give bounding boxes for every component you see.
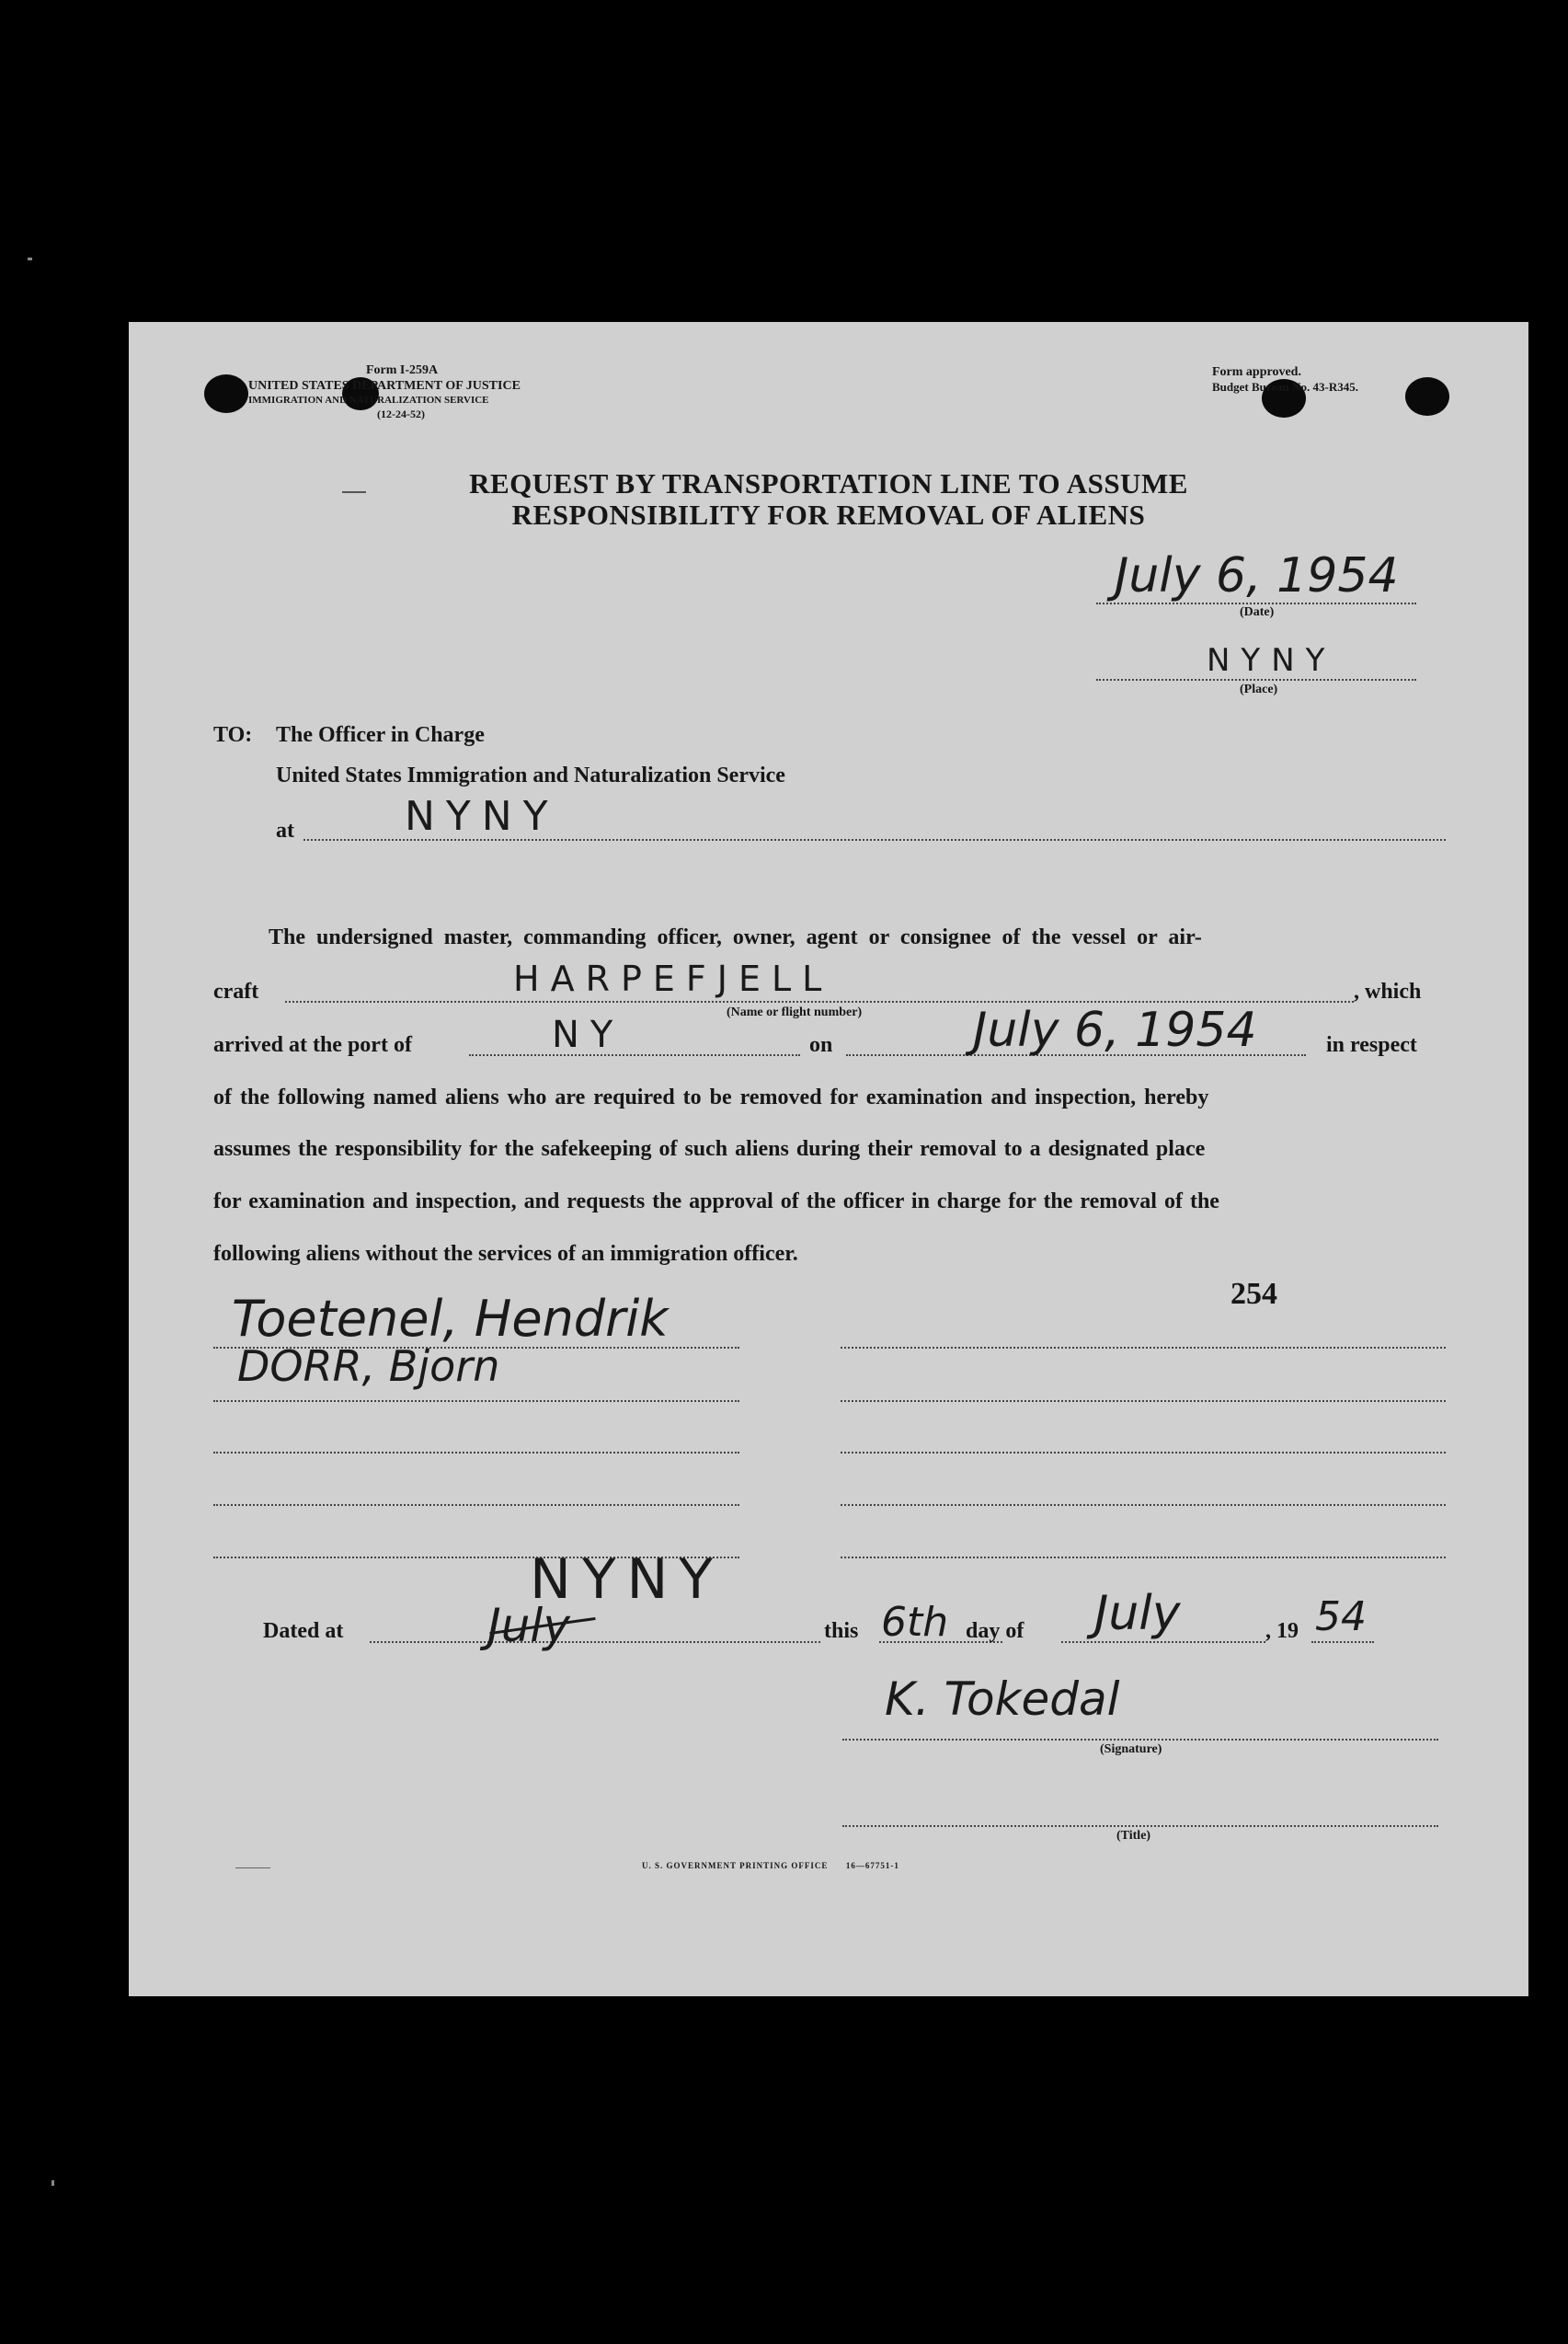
to-label: TO: xyxy=(213,723,253,747)
day-of-label: day of xyxy=(966,1619,1024,1643)
place-handwritten: NYNY xyxy=(1207,642,1336,679)
which-label: , which xyxy=(1354,980,1422,1004)
ins-line: United States Immigration and Naturalization Service xyxy=(276,764,785,787)
title-line xyxy=(842,1825,1438,1827)
arrived-label: arrived at the port of xyxy=(213,1033,412,1057)
in-respect-label: in respect xyxy=(1326,1033,1417,1057)
approval-line-2: Budget Bureau No. 43-R345. xyxy=(1212,380,1359,394)
this-label: this xyxy=(824,1619,859,1643)
officer-in-charge: The Officer in Charge xyxy=(276,723,485,747)
form-date: (12-24-52) xyxy=(377,408,425,420)
month-line xyxy=(1061,1641,1265,1643)
signature-line xyxy=(842,1739,1438,1741)
craft-handwritten: HARPEFJELL xyxy=(513,959,833,999)
date-caption: (Date) xyxy=(1240,605,1275,619)
department-line-2: IMMIGRATION AND NATURALIZATION SERVICE xyxy=(248,395,489,406)
year-handwritten: 54 xyxy=(1315,1593,1367,1640)
approval-line-1: Form approved. xyxy=(1212,365,1301,379)
arrival-date-handwritten: July 6, 1954 xyxy=(973,1003,1257,1058)
punch-hole-right-2 xyxy=(1405,377,1449,416)
signature-handwritten: K. Tokedal xyxy=(885,1672,1120,1726)
alien-name-2: DORR, Bjorn xyxy=(237,1341,500,1391)
title-dash xyxy=(342,491,366,493)
day-handwritten: 6th xyxy=(881,1599,949,1646)
month-handwritten: July xyxy=(1094,1586,1181,1641)
place-caption: (Place) xyxy=(1240,683,1278,696)
form-number: Form I-259A xyxy=(366,363,439,377)
statement-line-5: assumes the responsibility for the safekeeping of such aliens during their removal to a designated place xyxy=(213,1137,1206,1161)
signature-caption: (Signature) xyxy=(1100,1742,1162,1756)
dated-struck-month: July xyxy=(487,1599,570,1652)
place-line xyxy=(1096,679,1416,681)
background-speck xyxy=(52,2180,54,2186)
year-prefix: , 19 xyxy=(1265,1619,1299,1643)
alien-line-right-4 xyxy=(841,1504,1446,1506)
alien-line-left-1 xyxy=(213,1347,739,1349)
statement-line-4: of the following named aliens who are required to be removed for examination and inspection, hereby xyxy=(213,1086,1209,1109)
on-label: on xyxy=(809,1033,833,1057)
craft-label: craft xyxy=(213,980,259,1004)
printer-line: U. S. GOVERNMENT PRINTING OFFICE 16—67751-1 xyxy=(642,1861,899,1870)
alien-line-right-1 xyxy=(841,1347,1446,1349)
craft-caption: (Name or flight number) xyxy=(727,1005,863,1019)
at-handwritten: NYNY xyxy=(405,793,559,840)
statement-line-6: for examination and inspection, and requests the approval of the officer in charge for the removal of the xyxy=(213,1189,1219,1213)
statement-line-7: following aliens without the services of an immigration officer. xyxy=(213,1242,798,1266)
alien-line-left-4 xyxy=(213,1504,739,1506)
date-line xyxy=(1096,603,1416,604)
form-paper xyxy=(129,322,1528,1996)
alien-line-right-2 xyxy=(841,1400,1446,1402)
year-line xyxy=(1311,1641,1374,1643)
alien-line-left-3 xyxy=(213,1452,739,1454)
port-handwritten: NY xyxy=(552,1014,624,1056)
port-line xyxy=(469,1054,800,1056)
punch-hole-left xyxy=(204,374,248,413)
background-speck xyxy=(28,258,32,260)
form-title-line-2: RESPONSIBILITY FOR REMOVAL OF ALIENS xyxy=(511,499,1146,531)
at-label: at xyxy=(276,819,294,843)
dated-at-label: Dated at xyxy=(263,1619,344,1643)
footer-dash xyxy=(235,1867,270,1868)
statement-line-1: The undersigned master, commanding officer, owner, agent or consignee of the vessel or air- xyxy=(269,925,1202,949)
alien-name-1: Toetenel, Hendrik xyxy=(232,1290,669,1348)
dated-place-handwritten: NYNY xyxy=(530,1547,725,1612)
alien-line-right-5 xyxy=(841,1557,1446,1558)
form-title-line-1: REQUEST BY TRANSPORTATION LINE TO ASSUME xyxy=(469,467,1188,500)
date-handwritten: July 6, 1954 xyxy=(1115,548,1399,603)
stamp-number: 254 xyxy=(1230,1277,1277,1311)
alien-line-right-3 xyxy=(841,1452,1446,1454)
title-caption: (Title) xyxy=(1116,1829,1151,1843)
department-line-1: UNITED STATES DEPARTMENT OF JUSTICE xyxy=(248,379,521,393)
alien-line-left-2 xyxy=(213,1400,739,1402)
dated-at-line xyxy=(370,1641,820,1643)
